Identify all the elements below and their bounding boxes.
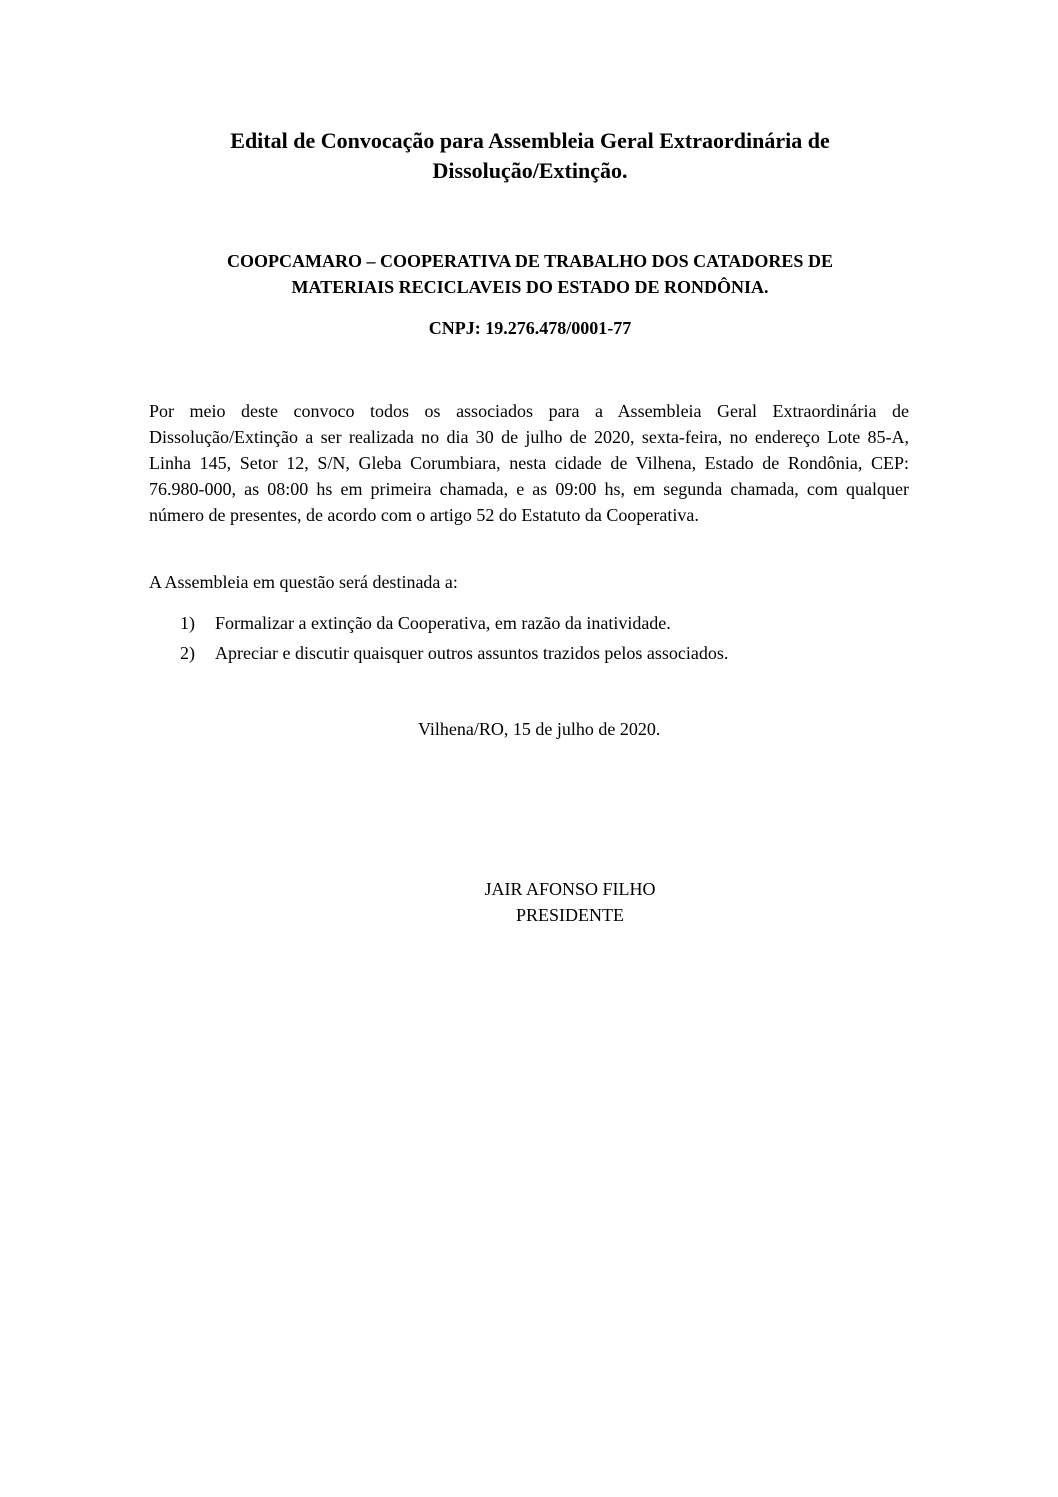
- agenda-item-text: Formalizar a extinção da Cooperativa, em razão da inatividade.: [215, 613, 671, 633]
- organization-name: [140, 248, 920, 300]
- agenda-item-number: 2): [180, 643, 195, 663]
- org-line-2: MATERIAIS RECICLAVEIS DO ESTADO DE RONDÔNIA.: [291, 277, 769, 297]
- cnpj-number: CNPJ: 19.276.478/0001-77: [428, 318, 632, 338]
- agenda-item: [180, 608, 728, 638]
- title-line-1: Edital de Convocação para Assembleia Geral Extraordinária de: [230, 128, 830, 153]
- signature-block: [420, 876, 720, 928]
- title-line-2: Dissolução/Extinção.: [432, 158, 628, 183]
- convocation-paragraph: Por meio deste convoco todos os associados para a Assembleia Geral Extraordinária de Dissolução/Extinção a ser realizada no dia 30 de julho de 2020, sexta-feira, no endereço Lote 85-A, Linha 145, Setor 12, S/N, Gleba Corumbiara, nesta cidade de Vilhena, Estado de Rondônia, CEP: 76.980-000, as 08:00 hs em primeira chamada, e as 09:00 hs, em segunda chamada, com qualquer número de presentes, de acordo com o artigo 52 do Estatuto da Cooperativa.: [149, 401, 909, 525]
- agenda-item-number: 1): [180, 613, 195, 633]
- agenda-intro: A Assembleia em questão será destinada a:: [149, 572, 458, 592]
- signatory-name: JAIR AFONSO FILHO: [484, 879, 656, 899]
- place-and-date: Vilhena/RO, 15 de julho de 2020.: [418, 719, 661, 739]
- agenda-item: [180, 638, 728, 668]
- agenda-list: [180, 608, 728, 668]
- agenda-item-text: Apreciar e discutir quaisquer outros assuntos trazidos pelos associados.: [215, 643, 729, 663]
- org-line-1: COOPCAMARO – COOPERATIVA DE TRABALHO DOS CATADORES DE: [227, 251, 833, 271]
- document-title: [140, 126, 920, 186]
- signatory-role: PRESIDENTE: [516, 905, 624, 925]
